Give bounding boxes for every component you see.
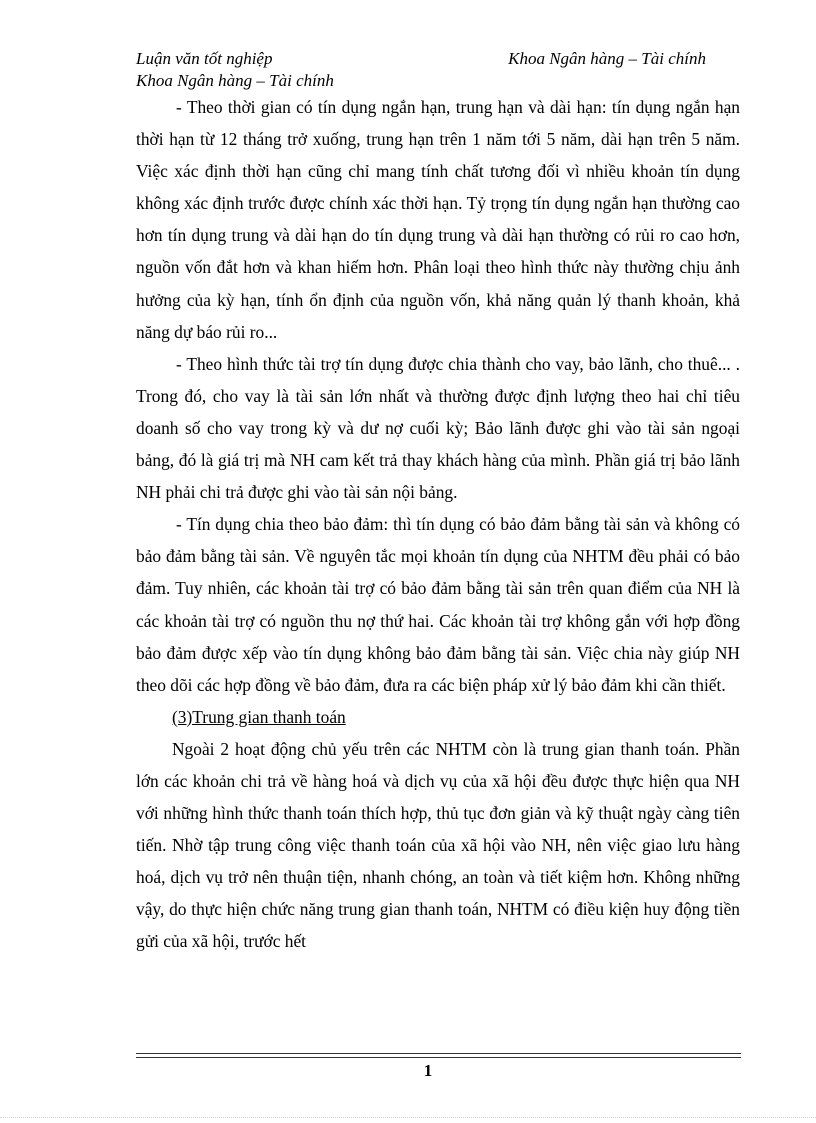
paragraph-payment-intermediary: Ngoài 2 hoạt động chủ yếu trên các NHTM còn là trung gian thanh toán. Phần lớn các khoản chi trả về hàng hoá và dịch vụ của xã hội đều được thực hiện qua NH với những hình thức thanh toán thích hợp, thủ tục đơn giản và kỹ thuật ngày càng tiên tiến. Nhờ tập trung công việc thanh toán của xã hội vào NH, nên việc giao lưu hàng hoá, dịch vụ trở nên thuận tiện, nhanh chóng, an toàn và tiết kiệm hơn. Không những vậy, do thực hiện chức năng trung gian thanh toán, NHTM có điều kiện huy động tiền gửi của xã hội, trước hết <box>136 738 740 952</box>
header-line-1 <box>136 48 741 70</box>
page-header <box>136 48 741 92</box>
header-left-title: Luận văn tốt nghiệp <box>136 49 273 68</box>
header-line-2: Khoa Ngân hàng – Tài chính <box>136 71 334 90</box>
page-bottom-divider <box>0 1117 816 1118</box>
paragraph-financing-form: - Theo hình thức tài trợ tín dụng được chia thành cho vay, bảo lãnh, cho thuê... . Trong đó, cho vay là tài sản lớn nhất và thường được định lượng theo hai chỉ tiêu doanh số cho vay trong kỳ và dư nợ cuối kỳ; Bảo lãnh được ghi vào tài sản ngoại bảng, đó là giá trị mà NH cam kết trả thay khách hàng của mình. Phần giá trị bảo lãnh NH phải chi trả được ghi vào tài sản nội bảng. <box>136 353 740 503</box>
header-right-title: Khoa Ngân hàng – Tài chính <box>508 49 706 68</box>
page-number: 1 <box>423 1061 433 1080</box>
section-heading: (3)Trung gian thanh toán <box>172 706 346 727</box>
footer-rule-bottom <box>136 1057 741 1058</box>
paragraph-collateral: - Tín dụng chia theo bảo đảm: thì tín dụng có bảo đảm bằng tài sản và không có bảo đảm bằng tài sản. Về nguyên tắc mọi khoản tín dụng của NHTM đều phải có bảo đảm. Tuy nhiên, các khoản tài trợ có bảo đảm bằng tài sản trên quan điểm của NH là các khoản tài trợ có nguồn thu nợ thứ hai. Các khoản tài trợ không gắn với hợp đồng bảo đảm được xếp vào tín dụng không bảo đảm bằng tài sản. Việc chia này giúp NH theo dõi các hợp đồng về bảo đảm, đưa ra các biện pháp xử lý bảo đảm khi cần thiết. <box>136 514 740 695</box>
footer-rule-top <box>136 1053 741 1054</box>
paragraph-term-classification: - Theo thời gian có tín dụng ngắn hạn, trung hạn và dài hạn: tín dụng ngắn hạn thời hạn từ 12 tháng trở xuống, trung hạn trên 1 năm tới 5 năm, dài hạn trên 5 năm. Việc xác định thời hạn cũng chỉ mang tính chất tương đối vì nhiều khoản tín dụng không xác định trước được chính xác thời hạn. Tỷ trọng tín dụng ngắn hạn thường cao hơn tín dụng trung và dài hạn do tín dụng trung và dài hạn thường có rủi ro cao hơn, nguồn vốn đắt hơn và khan hiếm hơn. Phân loại theo hình thức này thường chịu ảnh hưởng của kỳ hạn, tính ổn định của nguồn vốn, khả năng quản lý thanh khoản, khả năng dự báo rủi ro... <box>136 97 740 342</box>
document-body <box>136 91 740 958</box>
